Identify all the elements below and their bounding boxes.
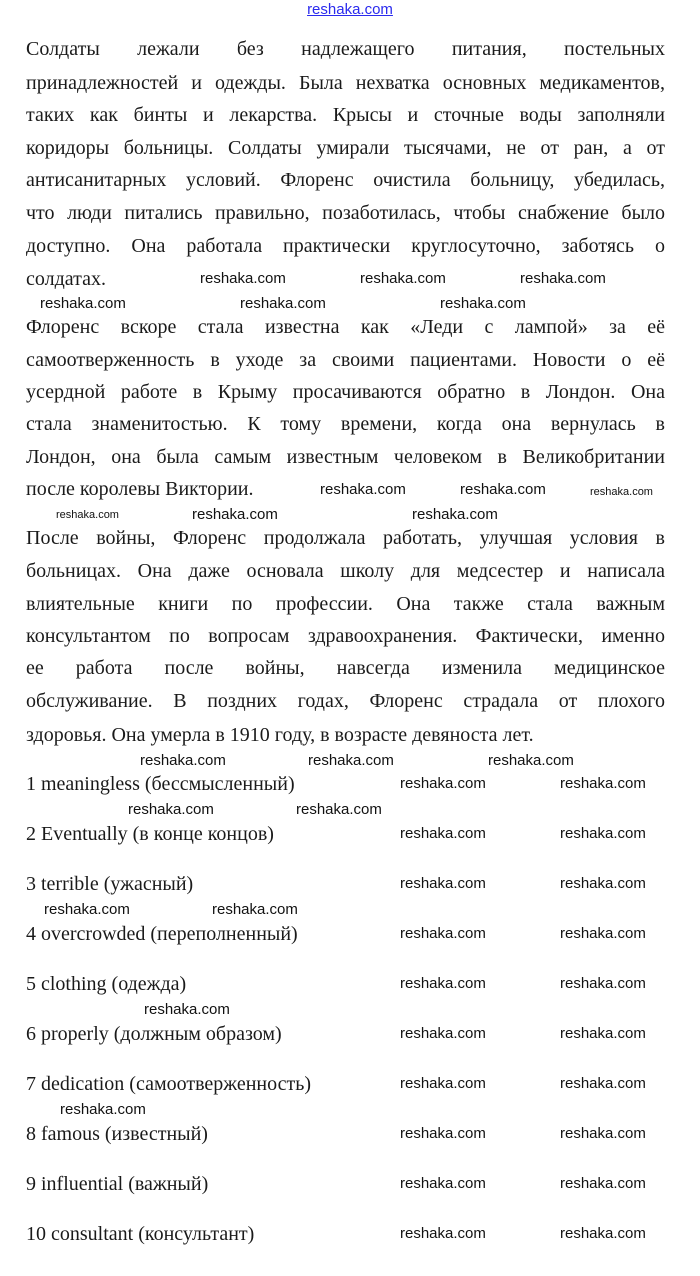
watermark-text: reshaka.com	[144, 1001, 230, 1018]
paragraph-1-line: таких как бинты и лекарства. Крысы и сточные воды заполняли	[26, 104, 665, 126]
watermark-text: reshaka.com	[296, 801, 382, 818]
watermark-text: reshaka.com	[560, 1225, 646, 1242]
watermark-text: reshaka.com	[192, 506, 278, 523]
paragraph-3-line: консультантом по вопросам здравоохранения. Фактически, именно	[26, 625, 665, 647]
watermark-text: reshaka.com	[212, 901, 298, 918]
paragraph-3-line: После войны, Флоренс продолжала работать, улучшая условия в	[26, 527, 665, 549]
watermark-text: reshaka.com	[60, 1101, 146, 1118]
paragraph-1-line: коридоры больницы. Солдаты умирали тысячами, не от ран, а от	[26, 137, 665, 159]
watermark-text: reshaka.com	[400, 775, 486, 792]
watermark-text: reshaka.com	[560, 875, 646, 892]
paragraph-1-line: доступно. Она работала практически круглосуточно, заботясь о	[26, 235, 665, 257]
paragraph-2-line: стала знаменитостью. К тому времени, когда она вернулась в	[26, 413, 665, 435]
watermark-text: reshaka.com	[308, 752, 394, 769]
watermark-text: reshaka.com	[400, 925, 486, 942]
watermark-text: reshaka.com	[400, 975, 486, 992]
paragraph-3-line: обслуживание. В поздних годах, Флоренс страдала от плохого	[26, 690, 665, 712]
watermark-text: reshaka.com	[360, 270, 446, 287]
watermark-text: reshaka.com	[460, 481, 546, 498]
watermark-text: reshaka.com	[40, 295, 126, 312]
watermark-text: reshaka.com	[44, 901, 130, 918]
watermark-text: reshaka.com	[400, 1075, 486, 1092]
paragraph-1-line: антисанитарных условий. Флоренс очистила больницу, убедилась,	[26, 169, 665, 191]
watermark-text: reshaka.com	[560, 925, 646, 942]
paragraph-3-line: влиятельные книги по профессии. Она также стала важным	[26, 593, 665, 615]
watermark-text: reshaka.com	[560, 1025, 646, 1042]
watermark-text: reshaka.com	[400, 1025, 486, 1042]
paragraph-2-line: усердной работе в Крыму просачиваются обратно в Лондон. Она	[26, 381, 665, 403]
watermark-text: reshaka.com	[412, 506, 498, 523]
watermark-text: reshaka.com	[400, 875, 486, 892]
watermark-text: reshaka.com	[560, 775, 646, 792]
vocabulary-item: 8 famous (известный)	[26, 1123, 208, 1145]
watermark-text: reshaka.com	[560, 1075, 646, 1092]
paragraph-3-line: здоровья. Она умерла в 1910 году, в возрасте девяноста лет.	[26, 724, 534, 746]
watermark-text: reshaka.com	[400, 825, 486, 842]
watermark-text: reshaka.com	[140, 752, 226, 769]
watermark-text: reshaka.com	[560, 975, 646, 992]
vocabulary-item: 4 overcrowded (переполненный)	[26, 923, 298, 945]
watermark-text: reshaka.com	[560, 1125, 646, 1142]
paragraph-1-line: принадлежностей и одежды. Была нехватка основных медикаментов,	[26, 72, 665, 94]
vocabulary-item: 6 properly (должным образом)	[26, 1023, 282, 1045]
watermark-text: reshaka.com	[590, 486, 653, 498]
paragraph-3-line: больницах. Она даже основала школу для медсестер и написала	[26, 560, 665, 582]
watermark-text: reshaka.com	[56, 509, 119, 521]
watermark-text: reshaka.com	[560, 825, 646, 842]
vocabulary-item: 9 influential (важный)	[26, 1173, 209, 1195]
vocabulary-item: 1 meaningless (бессмысленный)	[26, 773, 295, 795]
watermark-text: reshaka.com	[520, 270, 606, 287]
watermark-text: reshaka.com	[488, 752, 574, 769]
watermark-text: reshaka.com	[240, 295, 326, 312]
watermark-text: reshaka.com	[200, 270, 286, 287]
paragraph-1-line: солдатах.	[26, 268, 106, 290]
paragraph-2-line: Флоренс вскоре стала известна как «Леди с лампой» за её	[26, 316, 665, 338]
paragraph-1-line: Солдаты лежали без надлежащего питания, постельных	[26, 38, 665, 60]
watermark-text: reshaka.com	[128, 801, 214, 818]
paragraph-3-line: ее работа после войны, навсегда изменила медицинское	[26, 657, 665, 679]
watermark-text: reshaka.com	[440, 295, 526, 312]
paragraph-2-line: Лондон, она была самым известным человеком в Великобритании	[26, 446, 665, 468]
paragraph-2-line: самоотверженность в уходе за своими пациентами. Новости о её	[26, 349, 665, 371]
watermark-text: reshaka.com	[400, 1125, 486, 1142]
vocabulary-item: 5 clothing (одежда)	[26, 973, 187, 995]
watermark-text: reshaka.com	[400, 1175, 486, 1192]
watermark-text: reshaka.com	[400, 1225, 486, 1242]
watermark-text: reshaka.com	[560, 1175, 646, 1192]
watermark-text: reshaka.com	[320, 481, 406, 498]
site-link[interactable]: reshaka.com	[307, 1, 393, 18]
vocabulary-item: 2 Eventually (в конце концов)	[26, 823, 274, 845]
paragraph-1-line: что люди питались правильно, позаботилась, чтобы снабжение было	[26, 202, 665, 224]
vocabulary-item: 7 dedication (самоотверженность)	[26, 1073, 312, 1095]
vocabulary-item: 3 terrible (ужасный)	[26, 873, 194, 895]
vocabulary-item: 10 consultant (консультант)	[26, 1223, 255, 1245]
paragraph-2-line: после королевы Виктории.	[26, 478, 254, 500]
